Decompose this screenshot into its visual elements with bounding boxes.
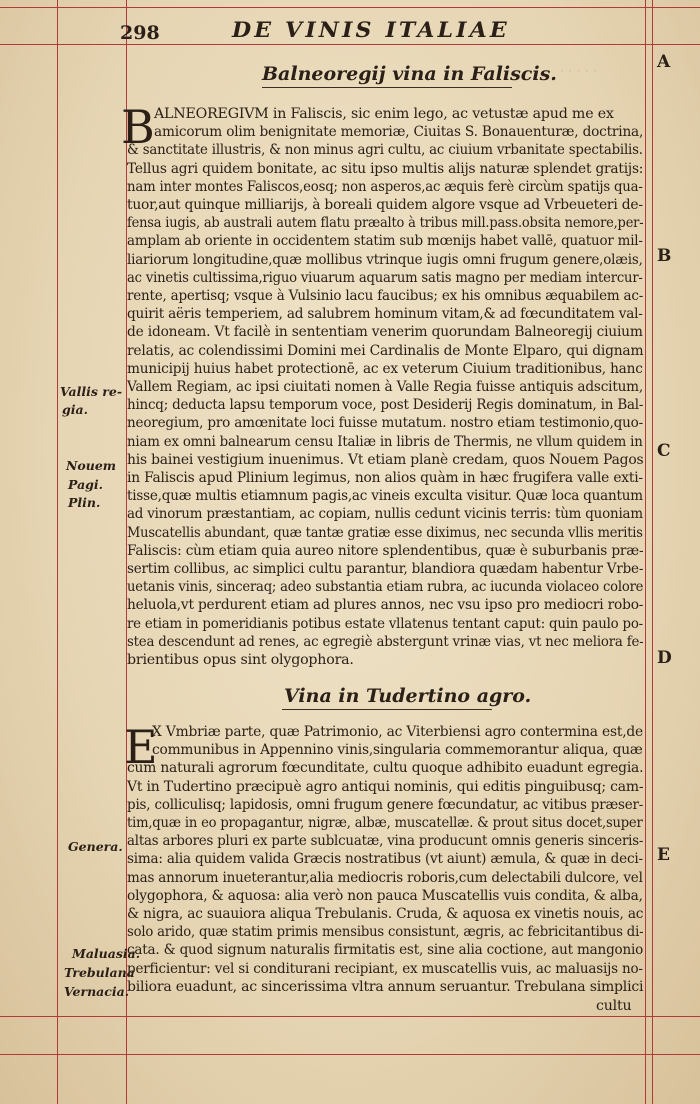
text-line: Muscatellis abundant, quæ tantæ gratiæ esse diximus, nec secunda vllis meritis <box>127 524 643 541</box>
text-line: hincq; deducta lapsu temporum voce, post Desiderij Regis dominatum, in Bal- <box>127 397 644 414</box>
margin-letter: E <box>657 845 670 865</box>
sidenote: Vallis re- <box>60 384 123 399</box>
text-line: nam inter montes Faliscos,eosq; non asperos,ac æquis ferè circùm spatijs qua- <box>127 178 643 195</box>
section-heading: Balneoregij vina in Faliscis. <box>262 63 557 85</box>
text-line: perficientur: vel si conditurani recipiant, ex muscatellis vuis, ac maluasijs no- <box>127 960 643 977</box>
red-rule-foot <box>0 1054 700 1055</box>
red-rule-outer-right <box>652 0 653 1104</box>
text-line: Faliscis: cùm etiam quia aureo nitore splendentibus, quæ è suburbanis præ- <box>127 542 644 559</box>
text-line: in Faliscis apud Plinium legimus, non alios quàm in hæc frugifera valle exti- <box>127 470 643 486</box>
drop-cap: B <box>121 100 155 154</box>
text-line: Vallem Regiam, ac ipsi ciuitati nomen à Valle Regia fuisse antiquis adscitum, <box>127 379 644 395</box>
text-line: stea descendunt ad renes, ac egregiè abstergunt vrinæ vias, vt nec meliora fe- <box>127 633 644 650</box>
text-line: his bainei vestigium inuenimus. Vt etiam planè credam, quos Nouem Pagos <box>127 451 644 468</box>
text-line: olygophora, & aquosa: alia verò non pauca Muscatellis vuis condita, & alba, <box>127 887 643 904</box>
text-line: amicorum olim benignitate memoriæ, Ciuitas S. Bonauenturæ, doctrina, <box>154 124 644 141</box>
text-line: & sanctitate illustris, & non minus agri cultu, ac ciuium vrbanitate spectabilis. <box>127 142 643 159</box>
sidenote: Plin. <box>68 495 101 510</box>
text-line: niam ex omni balnearum censu Italiæ in libris de Thermis, ne vllum quidem in <box>127 433 643 450</box>
text-line: ad vinorum præstantiam, ac copiam, nullis cedunt vicinis terris: tùm quoniam <box>127 506 643 523</box>
text-line: biliora euadunt, ac sincerissima vltra annum seruantur. Trebulana simplici <box>127 978 644 995</box>
text-line: tisse,quæ multis etiamnum pagis,ac vineis exculta visitur. Quæ loca quantum <box>127 488 643 505</box>
margin-letter: C <box>657 441 671 461</box>
show-through-text: · · · · · <box>560 64 598 79</box>
sidenote: Nouem <box>66 458 117 473</box>
text-line: Tellus agri quidem bonitate, ac situ ipso multis alijs naturæ splendet gratijs: <box>127 160 644 177</box>
page-number: 298 <box>120 22 160 44</box>
sidenote: Genera. <box>68 839 123 854</box>
catchword: cultu <box>596 998 632 1014</box>
text-line: communibus in Appennino vinis,singularia commemorantur aliqua, quæ <box>152 742 643 759</box>
text-line: tuor,aut quinque milliarijs, à boreali quidem algore vsque ad Vrbeueteri de- <box>127 197 643 213</box>
text-line: cum naturali agrorum fœcunditate, cultu quoque adhibito euadunt egregia. <box>127 760 644 777</box>
sidenote: gia. <box>62 402 88 417</box>
text-line: municipij huius habet protectionē, ac ex veterum Ciuium traditionibus, hanc <box>127 360 643 377</box>
text-line: & nigra, ac suauiora aliqua Trebulanis. Cruda, & aquosa ex vinetis nouis, ac <box>127 906 644 922</box>
sidenote: Pagi. <box>68 477 104 492</box>
sidenote: Vernacia. <box>64 984 130 999</box>
text-line: de idoneam. Vt facilè in sententiam venerim quorundam Balneoregij ciuium <box>127 324 643 341</box>
text-line: Vt in Tudertino præcipuè agro antiqui nominis, qui editis pinguibusq; cam- <box>127 778 644 795</box>
margin-letter: D <box>657 648 672 668</box>
text-line: amplam ab oriente in occidentem statim sub mœnijs habet vallē, quatuor mil- <box>127 233 643 250</box>
red-rule-bottom <box>0 1016 700 1017</box>
text-line: cata. & quod signum naturalis firmitatis est, sine alia coctione, aut mangonio <box>127 942 644 959</box>
text-line: ac vinetis cultissima,riguo viuarum aquarum satis magno per mediam intercur- <box>127 269 643 286</box>
text-line: rente, apertisq; vsque à Vulsinio lacu faucibus; ex his omnibus æquabilem ac- <box>127 288 644 304</box>
red-rule-head <box>0 44 700 45</box>
margin-letter: A <box>657 52 671 72</box>
text-line: tim,quæ in eo propagantur, nigræ, albæ, muscatellæ. & prout situs docet,super <box>127 815 643 831</box>
margin-letter: B <box>657 246 672 266</box>
section-heading: Vina in Tudertino agro. <box>284 685 532 707</box>
text-line: neoregium, pro amœnitate loci fuisse mutatum. nostro etiam testimonio,quo- <box>127 415 643 432</box>
text-line: heluola,vt perdurent etiam ad plures annos, nec vsu ipso pro mediocri robo- <box>127 597 644 614</box>
text-line: mas annorum inueterantur,alia mediocris roboris,cum delectabili dulcore, vel <box>127 869 643 886</box>
heading-underline <box>282 709 492 710</box>
red-rule-inner-right <box>645 0 646 1104</box>
heading-underline <box>262 87 512 88</box>
sidenote: Maluasia. <box>72 946 141 961</box>
sidenote: Trebulana <box>64 965 135 980</box>
text-line: uetanis vinis, sinceraq; adeo substantia etiam rubra, ac iucunda violaceo colore <box>127 579 644 596</box>
running-head: DE VINIS ITALIAE <box>232 17 510 42</box>
text-line: sertim collibus, ac simplici cultu parantur, blandiora quædam habentur Vrbe- <box>127 561 644 577</box>
text-line: quirit aëris temperiem, ad salubrem hominum vitam,& ad fœcunditatem val- <box>127 306 643 323</box>
text-line: brientibus opus sint olygophora. <box>127 652 354 668</box>
red-rule-outer-left <box>57 0 58 1104</box>
text-line: relatis, ac colendissimi Domini mei Cardinalis de Monte Elparo, qui dignam <box>127 342 644 359</box>
text-line: sima: alia quidem valida Græcis nostratibus (vt aiunt) æmula, & quæ in deci- <box>127 851 643 868</box>
text-line: fensa iugis, ab australi autem flatu præalto à tribus mill.pass.obsita nemore,per- <box>127 215 644 232</box>
text-line: pis, colliculisq; lapidosis, omni frugum genere fœcundatur, ac vitibus præser- <box>127 796 644 813</box>
text-line: X Vmbriæ parte, quæ Patrimonio, ac Viterbiensi agro contermina est,de <box>152 724 644 740</box>
text-line: altas arbores pluri ex parte sublcuatæ, vina producunt omnis generis sinceris- <box>127 833 644 850</box>
red-rule-top <box>0 7 700 8</box>
drop-cap: E <box>124 720 158 774</box>
text-line: re etiam in pomeridianis potibus estate vllatenus tentant caput: quin paulo po- <box>127 615 643 632</box>
text-line: liariorum longitudine,quæ mollibus vtrinque iugis omni frugum genere,olæis, <box>127 251 643 268</box>
text-line: solo arido, quæ statim primis mensibus consistunt, ægris, ac febricitantibus di- <box>127 924 644 941</box>
text-line: ALNEOREGIVM in Faliscis, sic enim lego, ac vetustæ apud me ex <box>154 106 614 122</box>
